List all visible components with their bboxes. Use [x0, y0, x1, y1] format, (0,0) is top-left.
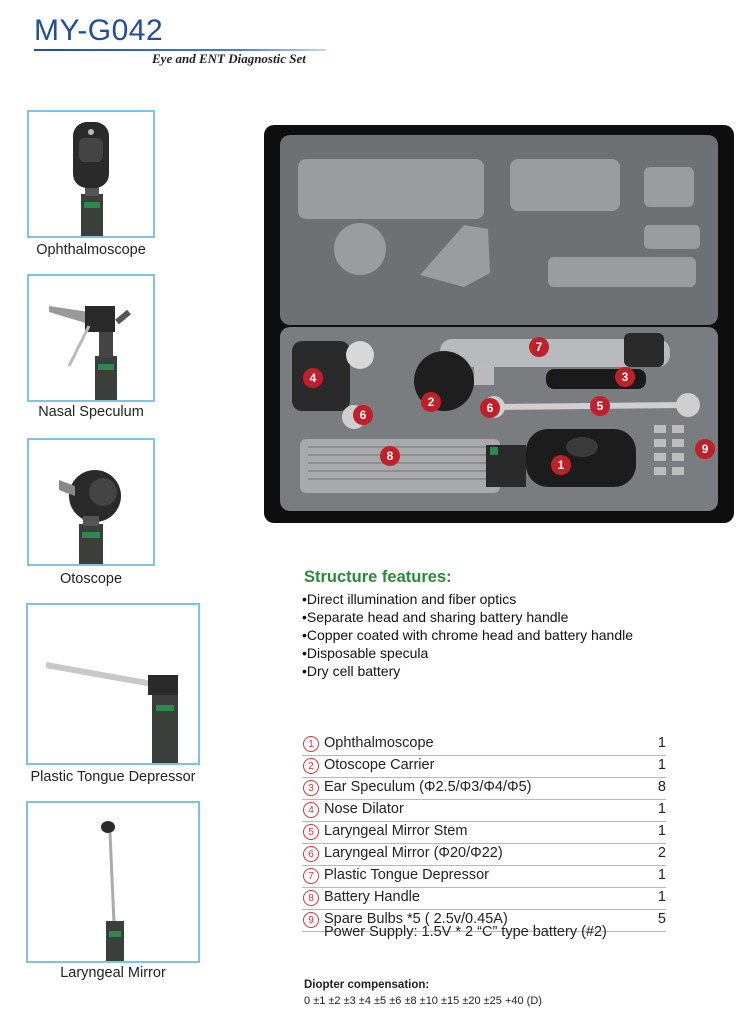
- feature-item: •Disposable specula: [302, 645, 429, 661]
- thumb-caption: Nasal Speculum: [38, 404, 144, 420]
- part-qty: 1: [657, 801, 666, 817]
- part-qty: 1: [657, 867, 666, 883]
- diagnostic-case-image: [264, 125, 734, 523]
- features-list: [302, 590, 633, 680]
- part-number: 6: [303, 846, 319, 862]
- features-title: Structure features:: [304, 568, 452, 586]
- product-subtitle: Eye and ENT Diagnostic Set: [152, 51, 306, 66]
- parts-list: [302, 734, 666, 932]
- part-name: Otoscope Carrier: [324, 757, 435, 773]
- part-name: Plastic Tongue Depressor: [324, 867, 489, 883]
- feature-item: •Direct illumination and fiber optics: [302, 591, 517, 607]
- case-label-7: [529, 337, 549, 357]
- part-name: Spare Bulbs *5 ( 2.5v/0.45A): [324, 911, 508, 927]
- part-number: 3: [303, 780, 319, 796]
- part-number: 9: [303, 912, 319, 928]
- part-row: [302, 800, 666, 822]
- part-qty: 1: [657, 735, 666, 751]
- thumb-caption: Plastic Tongue Depressor: [30, 769, 196, 785]
- part-number: 8: [303, 890, 319, 906]
- part-qty: 8: [657, 779, 666, 795]
- svg-text:7: 7: [535, 340, 543, 354]
- feature-item: •Dry cell battery: [302, 663, 401, 679]
- feature-item: •Separate head and sharing battery handle: [302, 609, 569, 625]
- part-qty: 1: [657, 757, 666, 773]
- thumb-caption: Ophthalmoscope: [36, 242, 146, 258]
- svg-text:6: 6: [359, 408, 367, 422]
- case-label-3: [615, 367, 635, 387]
- part-number: 7: [303, 868, 319, 884]
- case-label-2: [421, 392, 441, 412]
- case-label-9: [695, 439, 715, 459]
- thumb-nasal-speculum: [27, 274, 155, 402]
- power-supply: Power Supply: 1.5V * 2 “C” type battery (#2): [324, 924, 607, 940]
- svg-text:8: 8: [386, 449, 394, 463]
- case-label-6a: [353, 405, 373, 425]
- thumb-caption: Otoscope: [59, 571, 123, 587]
- case-label-5: [590, 396, 610, 416]
- thumb-caption: Laryngeal Mirror: [60, 965, 166, 981]
- part-number: 1: [303, 736, 319, 752]
- diopter-title: Diopter compensation:: [304, 979, 430, 991]
- part-name: Ophthalmoscope: [324, 735, 434, 751]
- part-row: [302, 734, 666, 756]
- part-row: [302, 866, 666, 888]
- part-name: Battery Handle: [324, 889, 420, 905]
- thumb-otoscope: [27, 438, 155, 566]
- part-row: [302, 822, 666, 844]
- part-row: [302, 844, 666, 866]
- case-label-6b: [480, 398, 500, 418]
- part-number: 2: [303, 758, 319, 774]
- part-row: [302, 778, 666, 800]
- model-title: MY-G042: [34, 14, 164, 47]
- case-label-1: [551, 455, 571, 475]
- nasal-speculum-image: [29, 276, 153, 400]
- case-label-4: [303, 368, 323, 388]
- part-name: Laryngeal Mirror Stem: [324, 823, 468, 839]
- feature-item: •Copper coated with chrome head and battery handle: [302, 627, 634, 643]
- tongue-depressor-image: [28, 605, 198, 763]
- svg-text:2: 2: [427, 395, 435, 409]
- laryngeal-mirror-image: [28, 803, 198, 961]
- part-qty: 5: [657, 911, 666, 927]
- thumb-ophthalmoscope: [27, 110, 155, 238]
- part-qty: 1: [657, 823, 666, 839]
- svg-text:3: 3: [621, 370, 629, 384]
- part-name: Laryngeal Mirror (Φ20/Φ22): [324, 845, 503, 861]
- diopter-values: 0 ±1 ±2 ±3 ±4 ±5 ±6 ±8 ±10 ±15 ±20 ±25 +40 (D): [304, 995, 542, 1007]
- part-number: 4: [303, 802, 319, 818]
- otoscope-image: [29, 440, 153, 564]
- part-number: 5: [303, 824, 319, 840]
- svg-text:6: 6: [486, 401, 494, 415]
- thumb-tongue-depressor: [26, 603, 200, 765]
- ophthalmoscope-image: [29, 112, 153, 236]
- svg-text:5: 5: [596, 399, 604, 413]
- part-name: Nose Dilator: [324, 801, 404, 817]
- part-row: [302, 888, 666, 910]
- case-label-8: [380, 446, 400, 466]
- svg-text:1: 1: [557, 458, 565, 472]
- part-name: Ear Speculum (Φ2.5/Φ3/Φ4/Φ5): [324, 779, 532, 795]
- part-row: [302, 756, 666, 778]
- svg-text:4: 4: [309, 371, 317, 385]
- part-qty: 1: [657, 889, 666, 905]
- svg-text:9: 9: [701, 442, 709, 456]
- thumb-laryngeal-mirror: [26, 801, 200, 963]
- part-qty: 2: [657, 845, 666, 861]
